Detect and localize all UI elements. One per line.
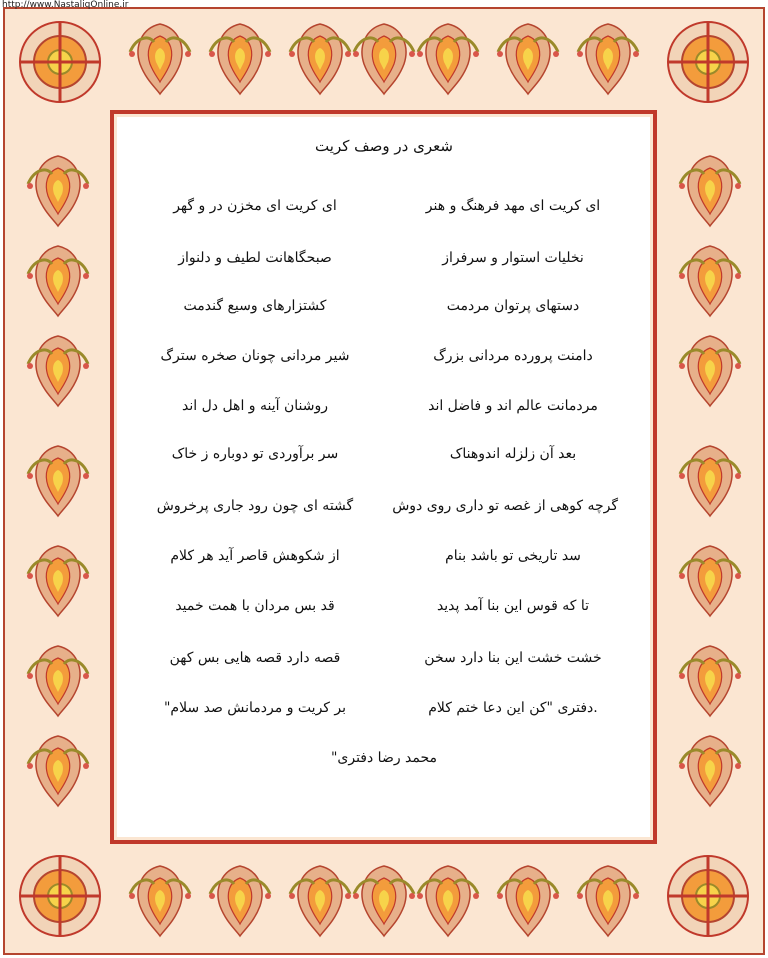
couplet bbox=[150, 198, 618, 222]
hemistich-second: از شکوهش قاصر آید هر کلام bbox=[170, 548, 340, 564]
hemistich-second: کشتزارهای وسیع گندمت bbox=[183, 298, 327, 314]
hemistich-first: سد تاریخی تو باشد بنام bbox=[445, 548, 581, 564]
couplet bbox=[150, 498, 618, 522]
hemistich-first: تا که قوس این بنا آمد پدید bbox=[436, 598, 590, 614]
hemistich-second: صبحگاهانت لطیف و دلنواز bbox=[178, 250, 332, 266]
hemistich-second: ای کریت ای مخزن در و گهر bbox=[173, 198, 337, 214]
hemistich-first: ای کریت ای مهد فرهنگ و هنر bbox=[425, 198, 601, 214]
poem-title: شعری در وصف کریت bbox=[315, 137, 453, 155]
hemistich-first: دستهای پرتوان مردمت bbox=[446, 298, 580, 314]
couplet bbox=[150, 446, 618, 470]
poet-signature: محمد رضا دفتری" bbox=[330, 750, 438, 766]
hemistich-first: مردمانت عالم اند و فاضل اند bbox=[428, 398, 598, 414]
hemistich-second: روشنان آینه و اهل دل اند bbox=[182, 398, 328, 414]
couplet bbox=[150, 700, 618, 724]
couplet bbox=[150, 598, 618, 622]
source-url: http://www.NastaliqOnline.ir bbox=[2, 0, 129, 10]
couplet bbox=[150, 398, 618, 422]
couplet bbox=[150, 348, 618, 372]
hemistich-first: .دفتری "کن این دعا ختم کلام bbox=[428, 700, 598, 716]
hemistich-second: شیر مردانی چونان صخره سترگ bbox=[160, 348, 350, 364]
hemistich-first: نخلیات استوار و سرفراز bbox=[442, 250, 584, 266]
hemistich-second: قصه دارد قصه هایی بس کهن bbox=[169, 650, 341, 666]
hemistich-second: گشته ای چون رود جاری پرخروش bbox=[156, 498, 354, 514]
hemistich-first: بعد آن زلزله اندوهناک bbox=[449, 446, 577, 462]
hemistich-second: قد بس مردان با همت خمید bbox=[175, 598, 335, 614]
hemistich-second: سر برآوردی تو دوباره ز خاک bbox=[171, 446, 339, 462]
couplet bbox=[150, 650, 618, 674]
hemistich-first: دامنت پرورده مردانی بزرگ bbox=[433, 348, 593, 364]
hemistich-first: گرچه کوهی از غصه تو داری روی دوش bbox=[392, 498, 618, 514]
hemistich-first: خشت خشت این بنا دارد سخن bbox=[424, 650, 602, 666]
couplet bbox=[150, 548, 618, 572]
couplet bbox=[150, 250, 618, 274]
hemistich-second: بر کریت و مردمانش صد سلام" bbox=[163, 700, 347, 716]
couplet bbox=[150, 298, 618, 322]
poem-panel bbox=[117, 117, 650, 837]
